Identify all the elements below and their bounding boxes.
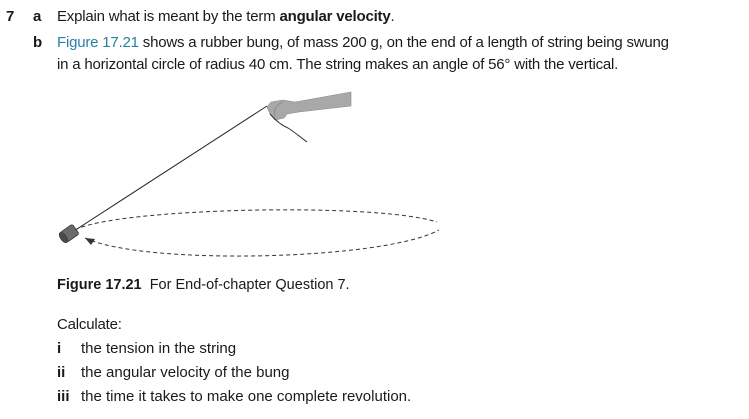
sub-question-iii-number: iii (57, 388, 70, 405)
sub-question-iii-text: the time it takes to make one complete revolution. (81, 388, 412, 405)
part-b-letter: b (33, 34, 43, 51)
question-number: 7 (6, 8, 15, 25)
part-b-line-1-text: shows a rubber bung, of mass 200 g, on the end of a length of string being swung (138, 34, 669, 51)
figure-17-21 (55, 90, 455, 270)
part-a-letter: a (33, 8, 42, 25)
sub-question-ii-text: the angular velocity of the bung (81, 364, 290, 381)
calculate-heading: Calculate: (57, 316, 122, 333)
sub-question-ii-number: ii (57, 364, 66, 381)
part-b-line-2: in a horizontal circle of radius 40 cm. The string makes an angle of 56° with the vertical. (57, 56, 619, 73)
part-a-text (57, 8, 394, 25)
part-a-text-after: . (390, 8, 395, 25)
sub-question-i-number: i (57, 340, 62, 357)
string (77, 106, 267, 229)
figure-reference-link[interactable]: Figure 17.21 (57, 34, 139, 51)
figure-caption-text: For End-of-chapter Question 7. (149, 277, 350, 293)
part-b-line-1 (57, 34, 669, 51)
circular-path-back (75, 210, 437, 230)
hand-icon (267, 92, 351, 142)
rubber-bung (58, 224, 80, 244)
circular-path-front (85, 230, 439, 256)
figure-caption-label: Figure 17.21 (57, 277, 142, 293)
part-a-bold-term: angular velocity (279, 8, 391, 25)
sub-question-i-text: the tension in the string (81, 340, 237, 357)
figure-caption (57, 277, 350, 293)
part-a-text-before: Explain what is meant by the term (57, 8, 280, 25)
